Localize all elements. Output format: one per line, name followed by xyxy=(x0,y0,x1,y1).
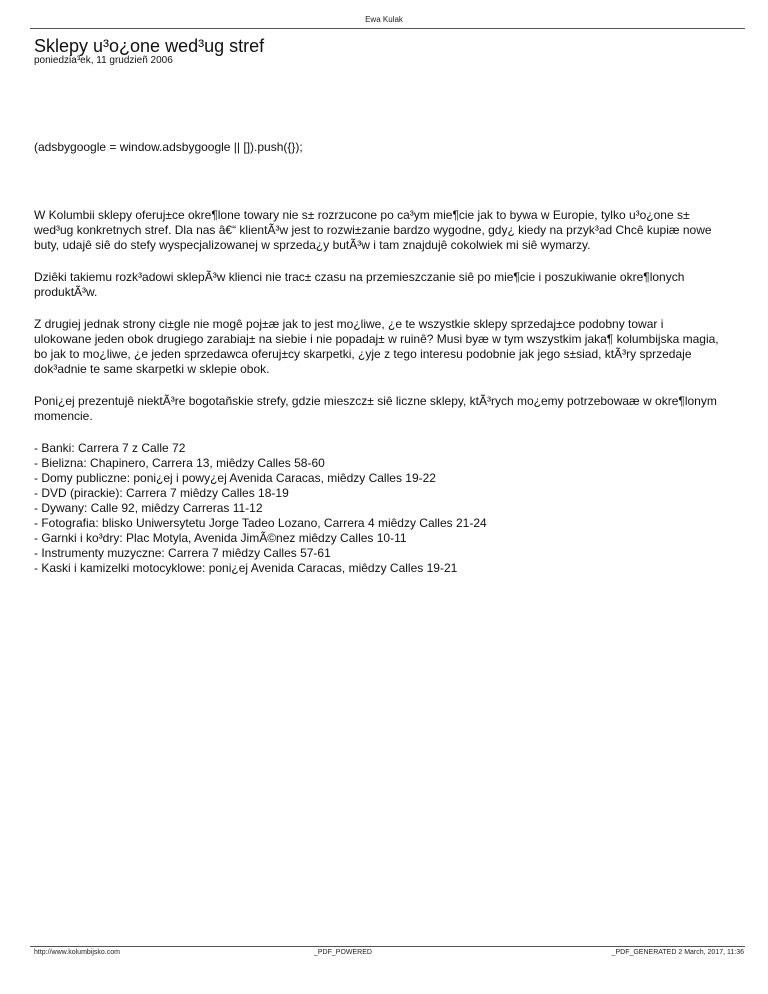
paragraph: Poni¿ej prezentujê niektÃ³re bogotañskie strefy, gdzie mieszcz± siê liczne sklepy, ktÃ³rych mo¿emy potrzebowaæ w okre¶lonym momencie. xyxy=(34,394,717,423)
list-item: - Banki: Carrera 7 z Calle 72 xyxy=(34,441,186,455)
article-title: Sklepy u³o¿one wed³ug stref xyxy=(34,36,265,56)
footer-powered: _PDF_POWERED xyxy=(314,949,372,956)
list-item: - Kaski i kamizelki motocyklowe: poni¿ej Avenida Caracas, miêdzy Calles 19-21 xyxy=(34,561,458,575)
list-item: - Garnki i ko³dry: Plac Motyla, Avenida JimÃ©nez miêdzy Calles 10-11 xyxy=(34,531,407,545)
footer-divider xyxy=(30,946,745,947)
footer-url-link[interactable]: http://www.kolumbijsko.com xyxy=(34,949,120,956)
list-item: - Dywany: Calle 92, miêdzy Carreras 11-12 xyxy=(34,501,263,515)
paragraph: Z drugiej jednak strony ci±gle nie mogê poj±æ jak to jest mo¿liwe, ¿e te wszystkie sklepy sprzedaj±ce podobny towar i ulokowane jeden obok drugiego zarabiaj± na siebie i nie popadaj± w ruinê? Musi byæ w tym wszystkim jaka¶ kolumbijska magia, bo jak to mo¿liwe, ¿e jeden sprzedawca oferuj±cy skarpetki, ¿yje z tego interesu podobnie jak jego s±siad, ktÃ³ry sprzedaje dok³adnie te same skarpetki w sklepie obok. xyxy=(34,317,719,376)
list-item: - DVD (pirackie): Carrera 7 miêdzy Calles 18-19 xyxy=(34,486,289,500)
list-item: - Bielizna: Chapinero, Carrera 13, miêdzy Calles 58-60 xyxy=(34,456,325,470)
article-date: poniedzia³ek, 11 grudzieñ 2006 xyxy=(34,55,173,66)
list-item: - Domy publiczne: poni¿ej i powy¿ej Avenida Caracas, miêdzy Calles 19-22 xyxy=(34,471,436,485)
header-author: Ewa Kulak xyxy=(365,15,403,24)
article-body xyxy=(34,140,724,576)
list-item: - Instrumenty muzyczne: Carrera 7 miêdzy Calles 57-61 xyxy=(34,546,331,560)
paragraph: Dziêki takiemu rozk³adowi sklepÃ³w klienci nie trac± czasu na przemieszczanie siê po mie¶cie i poszukiwanie okre¶lonych produktÃ³w. xyxy=(34,270,685,299)
ads-code-text: (adsbygoogle = window.adsbygoogle || []).push({}); xyxy=(34,140,303,154)
header-divider xyxy=(30,28,745,29)
zone-list xyxy=(34,441,724,576)
footer-generated: _PDF_GENERATED 2 March, 2017, 11:36 xyxy=(611,949,744,956)
list-item: - Fotografia: blisko Uniwersytetu Jorge Tadeo Lozano, Carrera 4 miêdzy Calles 21-24 xyxy=(34,516,487,530)
paragraph: W Kolumbii sklepy oferuj±ce okre¶lone towary nie s± rozrzucone po ca³ym mie¶cie jak to bywa w Europie, tylko u³o¿one s± wed³ug konkretnych stref. Dla nas â€“ klientÃ³w jest to rozwi±zanie bardzo wygodne, gdy¿ kiedy na przyk³ad Chcê kupiæ nowe buty, udajê siê do stefy wyspecjalizowanej w sprzeda¿y butÃ³w i tam znajdujê cokolwiek mi siê wymarzy. xyxy=(34,208,712,252)
